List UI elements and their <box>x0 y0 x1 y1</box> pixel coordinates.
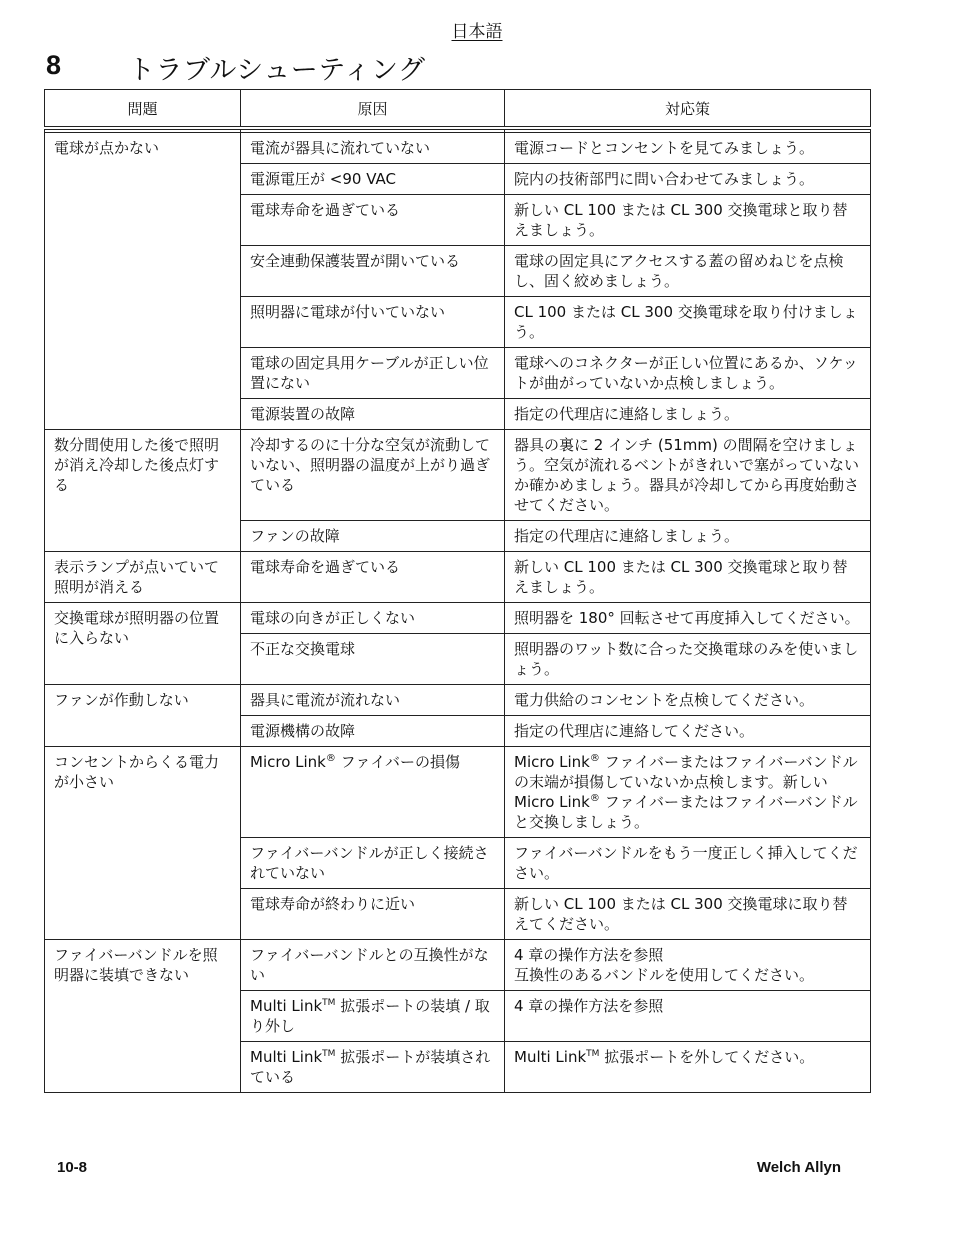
cause-cell: Multi Link™ 拡張ポートの装填 / 取り外し <box>241 991 505 1042</box>
column-header-cause: 原因 <box>241 90 505 129</box>
troubleshooting-table <box>44 89 871 1093</box>
cause-cell: 冷却するのに十分な空気が流動していない、照明器の温度が上がり過ぎている <box>241 430 505 521</box>
solution-cell: 指定の代理店に連絡してください。 <box>505 716 871 747</box>
table-row <box>45 603 871 634</box>
cause-cell: 照明器に電球が付いていない <box>241 297 505 348</box>
solution-cell: 電球へのコネクターが正しい位置にあるか、ソケットが曲がっていないか点検しましょう。 <box>505 348 871 399</box>
registered-mark: ® <box>589 793 600 804</box>
page-number: 10-8 <box>57 1159 88 1176</box>
solution-cell: 4 章の操作方法を参照 互換性のあるバンドルを使用してください。 <box>505 940 871 991</box>
cause-cell: 電源機構の故障 <box>241 716 505 747</box>
column-header-problem: 問題 <box>45 90 241 129</box>
cause-cell: Micro Link® ファイバーの損傷 <box>241 747 505 838</box>
cause-cell: 電球寿命が終わりに近い <box>241 889 505 940</box>
cause-cell: 電流が器具に流れていない <box>241 133 505 164</box>
trademark-mark: TM <box>322 1049 336 1059</box>
solution-cell: Micro Link® ファイバーまたはファイバーバンドルの末端が損傷していないか点検します。新しい Micro Link® ファイバーまたはファイバーバンドルと交換しましょう。 <box>505 747 871 838</box>
problem-cell: 交換電球が照明器の位置に入らない <box>45 603 241 685</box>
solution-cell: 院内の技術部門に問い合わせてみましょう。 <box>505 164 871 195</box>
table-row <box>45 747 871 838</box>
cause-cell: 安全連動保護装置が開いている <box>241 246 505 297</box>
solution-cell: 4 章の操作方法を参照 <box>505 991 871 1042</box>
solution-cell: ファイバーバンドルをもう一度正しく挿入してください。 <box>505 838 871 889</box>
solution-cell: 電源コードとコンセントを見てみましょう。 <box>505 133 871 164</box>
language-heading: 日本語 <box>451 22 503 42</box>
solution-cell: 器具の裏に 2 インチ (51mm) の間隔を空けましょう。空気が流れるベントがきれいで塞がっていないか確かめましょう。器具が冷却してから再度始動させてください。 <box>505 430 871 521</box>
solution-cell: 新しい CL 100 または CL 300 交換電球に取り替えてください。 <box>505 889 871 940</box>
column-header-solution: 対応策 <box>505 90 871 129</box>
problem-cell: ファンが作動しない <box>45 685 241 747</box>
solution-cell: 新しい CL 100 または CL 300 交換電球と取り替えましょう。 <box>505 195 871 246</box>
table-row <box>45 940 871 991</box>
table-row <box>45 685 871 716</box>
problem-cell: 表示ランプが点いていて照明が消える <box>45 552 241 603</box>
solution-cell: 照明器を 180° 回転させて再度挿入してください。 <box>505 603 871 634</box>
problem-cell: 数分間使用した後で照明が消え冷却した後点灯する <box>45 430 241 552</box>
cause-cell: ファイバーバンドルが正しく接続されていない <box>241 838 505 889</box>
cause-cell: 不正な交換電球 <box>241 634 505 685</box>
cause-cell: 電球寿命を過ぎている <box>241 552 505 603</box>
solution-cell: 電力供給のコンセントを点検してください。 <box>505 685 871 716</box>
solution-cell: 指定の代理店に連絡しましょう。 <box>505 521 871 552</box>
problem-cell: コンセントからくる電力が小さい <box>45 747 241 940</box>
solution-cell: 電球の固定具にアクセスする蓋の留めねじを点検し、固く絞めましょう。 <box>505 246 871 297</box>
solution-cell: 指定の代理店に連絡しましょう。 <box>505 399 871 430</box>
trademark-mark: TM <box>586 1049 600 1059</box>
table-row <box>45 133 871 164</box>
table-row <box>45 430 871 521</box>
solution-cell: 新しい CL 100 または CL 300 交換電球と取り替えましょう。 <box>505 552 871 603</box>
cause-cell: 電源装置の故障 <box>241 399 505 430</box>
cause-cell: 電球寿命を過ぎている <box>241 195 505 246</box>
problem-cell: ファイバーバンドルを照明器に装填できない <box>45 940 241 1093</box>
table-header-row <box>45 90 871 129</box>
brand-name: Welch Allyn <box>756 1159 841 1176</box>
cause-cell: 電球の固定具用ケーブルが正しい位置にない <box>241 348 505 399</box>
chapter-number: 8 <box>46 50 62 80</box>
problem-cell: 電球が点かない <box>45 133 241 430</box>
registered-mark: ® <box>589 753 600 764</box>
cause-cell: ファンの故障 <box>241 521 505 552</box>
cause-cell: Multi Link™ 拡張ポートが装填されている <box>241 1042 505 1093</box>
solution-cell: Multi Link™ 拡張ポートを外してください。 <box>505 1042 871 1093</box>
table-row <box>45 552 871 603</box>
cause-cell: ファイバーバンドルとの互換性がない <box>241 940 505 991</box>
solution-cell: CL 100 または CL 300 交換電球を取り付けましょう。 <box>505 297 871 348</box>
solution-cell: 照明器のワット数に合った交換電球のみを使いましょう。 <box>505 634 871 685</box>
cause-cell: 電源電圧が <90 VAC <box>241 164 505 195</box>
cause-cell: 器具に電流が流れない <box>241 685 505 716</box>
cause-cell: 電球の向きが正しくない <box>241 603 505 634</box>
registered-mark: ® <box>325 753 336 764</box>
chapter-title: トラブルシューティング <box>128 55 426 86</box>
trademark-mark: TM <box>322 998 336 1008</box>
